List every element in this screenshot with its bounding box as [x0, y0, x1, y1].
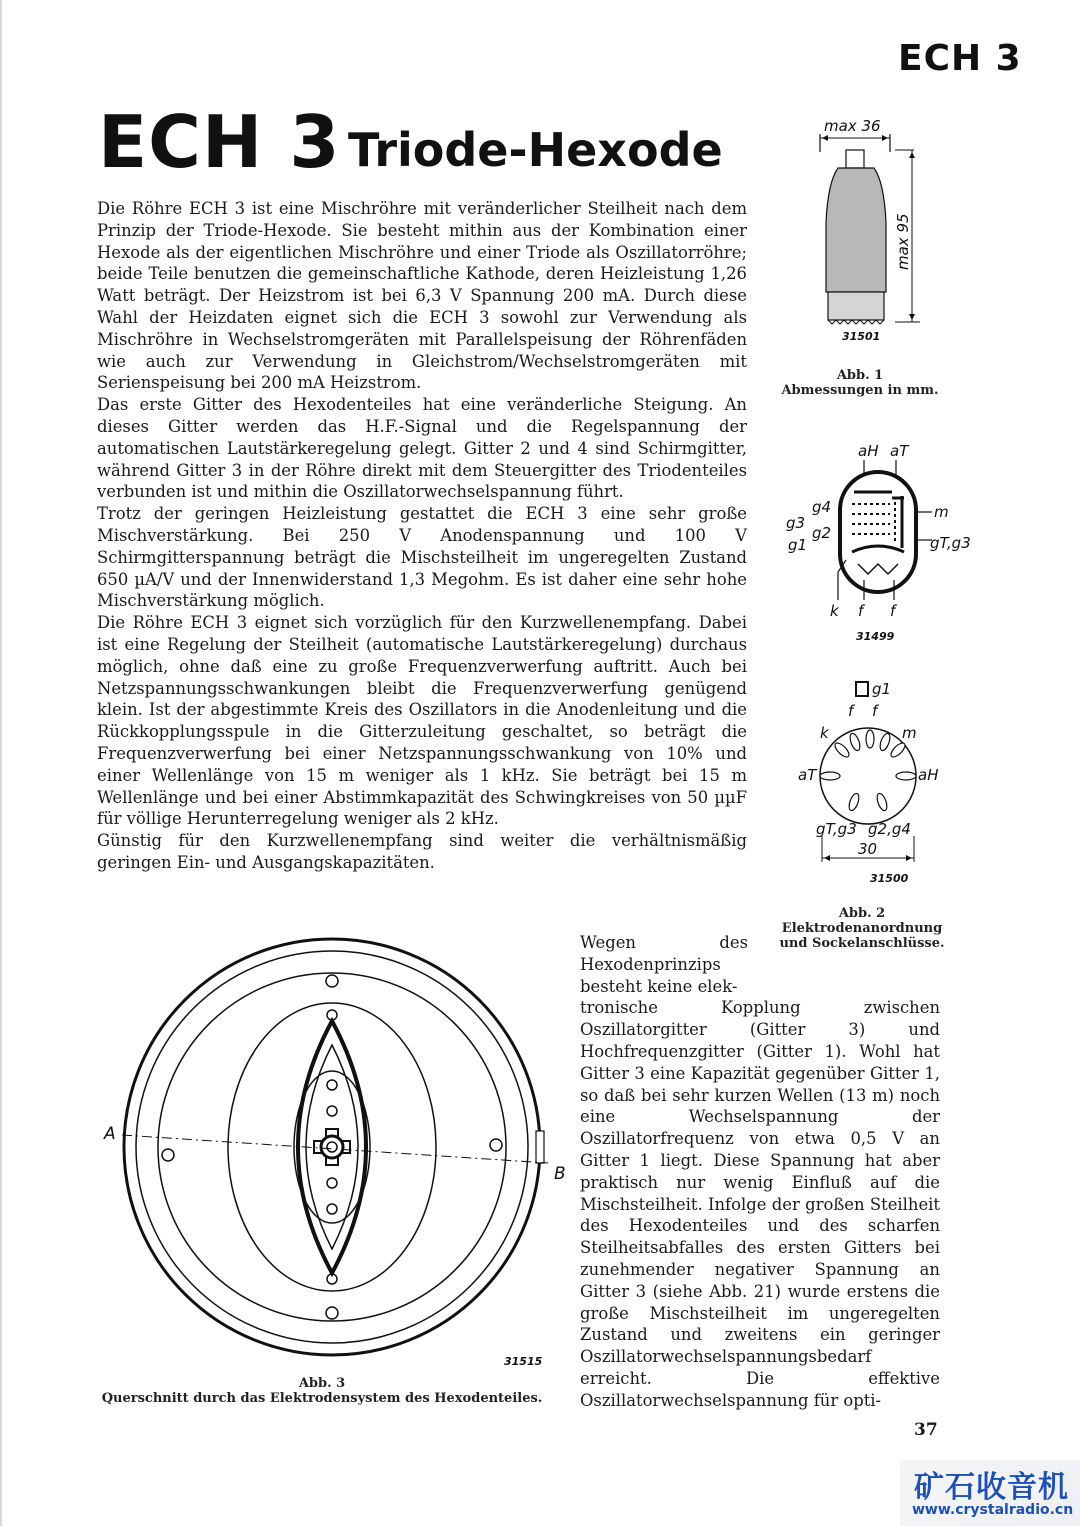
fig2-label-f2: f	[890, 602, 896, 620]
fig2-caption-text: Elektrodenanordnung und Sockelanschlüsse.	[779, 921, 945, 951]
header-tube-code: ECH 3	[898, 38, 1022, 79]
fig2-label-k: k	[830, 602, 839, 620]
fig2-label-ah: aH	[858, 442, 879, 460]
fig2-label-g3: g3	[786, 514, 806, 532]
fig2-label-g4: g4	[812, 498, 832, 516]
fig2-base-g2-g4: g2,g4	[868, 820, 911, 838]
fig2-schematic-number: 31499	[856, 630, 895, 643]
fig3-number: 31515	[504, 1355, 543, 1368]
fig2-base-f1: f	[848, 702, 854, 720]
fig2-base-ah: aH	[918, 766, 939, 784]
fig2-base-gt-g3: gT,g3	[816, 820, 857, 838]
fig3-cross-section	[100, 935, 580, 1368]
fig2-caption	[776, 906, 948, 951]
paragraph: Trotz der geringen Heizleistung gestattet die ECH 3 eine sehr große Mischverstärkung. Bei 250 V Anodenspannung und 100 V Schirmgitterspannung beträgt die Mischsteilheit im ungeregelten Zustand 650 µA/V und der Innenwiderstand 1,3 Megohm. Es ist daher eine sehr hohe Mischverstärkung möglich.	[97, 504, 747, 611]
fig2-base-at: aT	[798, 766, 817, 784]
fig3-label-a: A	[104, 1124, 116, 1144]
fig2-base-k: k	[820, 724, 829, 742]
fig3-caption-title: Abb. 3	[298, 1376, 346, 1391]
fig2-label-g1: g1	[788, 536, 808, 554]
fig1-caption-title: Abb. 1	[836, 368, 884, 383]
fig2-base-g1: g1	[872, 680, 892, 698]
fig2-label-at: aT	[890, 442, 909, 460]
body-text	[97, 198, 747, 874]
paragraph-wrap-start: Wegen des Hexodenprinzips besteht keine elek-	[580, 933, 748, 996]
fig2-caption-title: Abb. 2	[838, 906, 886, 921]
paragraph-wrap-rest: tronische Kopplung zwischen Oszillatorgitter (Gitter 3) und Hochfrequenzgitter (Gitter 1). Wohl hat Gitter 3 eine Kapazität gegenüber Gitter 1, so daß bei sehr kurzen Wellen (13 m) noch eine Wechselspannung der Oszillatorfrequenz von etwa 0,5 V an Gitter 1 liegt. Diese Spannung hat aber praktisch nur wenig Einfluß auf die Mischsteilheit. Infolge der großen Steilheit des Hexodenteiles und des scharfen Steilheitsabfalles des ersten Gitters bei zunehmender negativer Spannung an Gitter 3 (siehe Abb. 21) wurde erstens die große Mischsteilheit im ungeregelten Zustand und zweitens ein geringer Oszillatorwechselspannungsbedarf erreicht. Die effektive Oszillatorwechselspannung für opti-	[580, 998, 940, 1410]
site-watermark	[900, 1460, 1080, 1526]
page-number: 37	[914, 1420, 938, 1440]
fig2-base-diameter: 30	[858, 840, 878, 858]
wrapped-text	[580, 932, 940, 1412]
fig2-label-m: m	[934, 503, 949, 521]
fig2-electrode-schematic	[782, 440, 982, 643]
paragraph: Die Röhre ECH 3 eignet sich vorzüglich für den Kurzwellenempfang. Dabei ist eine Regelung der Steilheit (automatische Lautstärkeregelung) durchaus möglich, ohne daß eine zu große Frequenzverwerfung auftritt. Auch bei Netzspannungsschwankungen bleibt die Frequenzverwerfung genügend klein. Ist der abgestimmte Kreis des Oszillators in die Anodenleitung und die Rückkopplungsspule in die Gitterzuleitung geschaltet, so beträgt die Frequenzverwerfung bei einer Netzspannungsschwankung von 10% und einer Wellenlänge von 15 m weniger als 1 kHz. Sie beträgt bei 15 m Wellenlänge und bei einer Abstimmkapazität des Schwingkreises von 50 µµF für völlige Herunterregelung weniger als 2 kHz.	[97, 613, 747, 829]
page-title-type: Triode-Hexode	[348, 123, 723, 177]
watermark-url: www.crystalradio.cn	[912, 1502, 1074, 1518]
fig2-base-number: 31500	[870, 872, 909, 885]
fig1-height-label: max 95	[894, 213, 912, 270]
paragraph: Die Röhre ECH 3 ist eine Mischröhre mit veränderlicher Steilheit nach dem Prinzip der Triode-Hexode. Sie besteht mithin aus der Kombination einer Hexode als der eigentlichen Mischröhre und einer Triode als Oszillatorröhre; beide Teile benutzen die gemeinschaftliche Kathode, deren Heizleistung 1,26 Watt beträgt. Der Heizstrom ist bei 6,3 V Spannung 200 mA. Durch diese Wahl der Heizdaten eignet sich die ECH 3 sowohl zur Verwendung als Mischröhre in Wechselstromgeräten mit Parallelspeisung der Röhrenfäden wie auch zur Verwendung in Gleichstrom/Wechselstromgeräten mit Serienspeisung bei 200 mA Heizstrom.	[97, 199, 747, 393]
fig1-caption-text: Abmessungen in mm.	[781, 383, 939, 398]
fig1-number: 31501	[842, 330, 881, 343]
fig1-caption	[775, 368, 945, 398]
fig2-base-m: m	[902, 724, 917, 742]
watermark-name: 矿石收音机	[914, 1470, 1069, 1505]
fig1-tube-dimensions	[800, 112, 940, 342]
paragraph: Günstig für den Kurzwellenempfang sind weiter die verhältnismäßig geringen Ein- und Ausgangskapazitäten.	[97, 831, 747, 872]
fig2-label-gt-g3: gT,g3	[930, 534, 971, 552]
page-title-code: ECH 3	[98, 100, 341, 184]
fig3-caption	[94, 1376, 550, 1406]
fig3-label-b: B	[554, 1164, 566, 1184]
fig3-caption-text: Querschnitt durch das Elektrodensystem des Hexodenteiles.	[101, 1391, 543, 1406]
fig2-base-connections	[790, 676, 960, 886]
fig2-base-f2: f	[872, 702, 878, 720]
fig1-width-label: max 36	[824, 117, 881, 135]
fig2-label-g2: g2	[812, 524, 832, 542]
fig2-label-f1: f	[858, 602, 864, 620]
paragraph: Das erste Gitter des Hexodenteiles hat eine veränderliche Steigung. An dieses Gitter werden das H.F.-Signal und die Regelspannung der automatischen Lautstärkeregelung gelegt. Gitter 2 und 4 sind Schirmgitter, während Gitter 3 in der Röhre direkt mit dem Steuergitter des Triodenteiles verbunden ist und mithin die Oszillatorwechselspannung führt.	[97, 395, 747, 502]
